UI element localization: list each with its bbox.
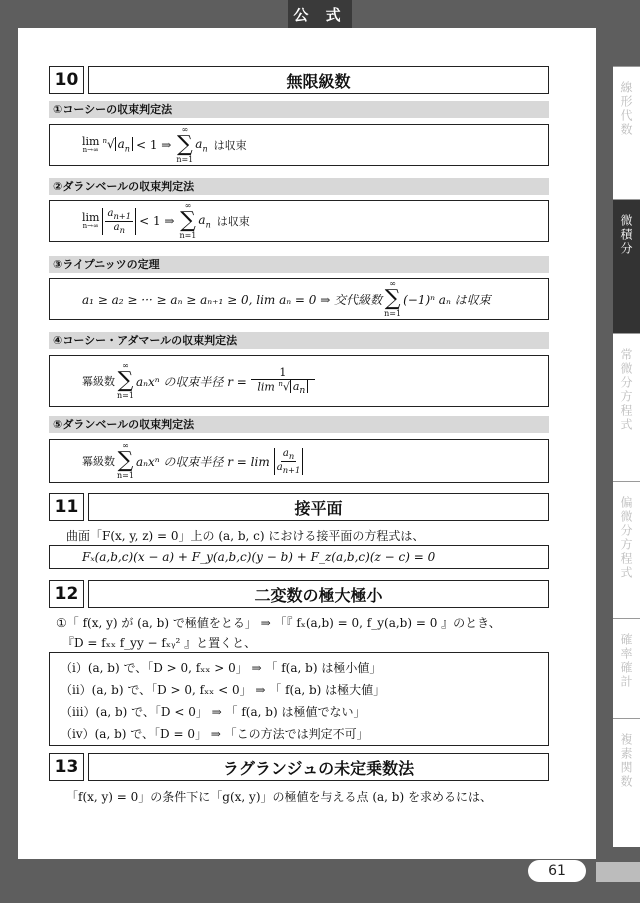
formula-cauchy (49, 124, 549, 166)
sum-symbol: ∞ ∑ n=1 (117, 361, 134, 400)
section-10-header (49, 66, 549, 94)
section-13-header (49, 753, 549, 781)
section-12-header (49, 580, 549, 608)
footer-bar (596, 862, 640, 882)
lagrange-intro: 「f(x, y) = 0」の条件下に「g(x, y)」の極値を与える点 (a, b) を求めるには、 (66, 790, 492, 804)
sum-term: $a_n$ (195, 136, 208, 154)
side-tab-probability[interactable]: 確率確計 (613, 618, 640, 718)
section-number: 13 (49, 753, 84, 781)
extremum-line-2: 『D = fₓₓ f_yy − fₓᵧ² 』と置くと、 (62, 636, 257, 650)
sum-symbol: ∞ ∑ n=1 (176, 125, 194, 164)
nth-root-abs: $^n$√ $a_n$ (102, 137, 132, 153)
section-11-header (49, 493, 549, 521)
side-tab-complex[interactable]: 複素関数 (613, 718, 640, 847)
header-label: 公 式 (288, 0, 352, 28)
formula-leibniz (49, 278, 549, 320)
extremum-line-1: ①「 f(x, y) が (a, b) で極値をとる」 ⇒ 「『 fₓ(a,b) = 0, f_y(a,b) = 0 』のとき、 (56, 616, 501, 630)
ratio-abs: $\frac{a_{n+1}}{a_n}$ (102, 208, 136, 235)
formula-text: (−1)ⁿ aₙ は収束 (403, 292, 491, 307)
sum-symbol: ∞ ∑ n=1 (384, 279, 402, 318)
formula-tangent-plane (49, 545, 549, 569)
formula-text: は収束 (213, 139, 247, 152)
section-title: 接平面 (88, 493, 549, 521)
side-tab-linear-algebra[interactable]: 線形代数 (613, 66, 640, 199)
formula-text: < 1 ⇒ (135, 138, 172, 152)
section-number: 10 (49, 66, 84, 94)
subheading-cauchy: ①コーシーの収束判定法 (49, 101, 549, 118)
tangent-intro: 曲面「F(x, y, z) = 0」上の (a, b, c) における接平面の方程式は、 (66, 529, 425, 543)
section-number: 11 (49, 493, 84, 521)
subheading-dalembert-2: ⑤ダランベールの収束判定法 (49, 416, 549, 433)
subheading-cauchy-hadamard: ④コーシー・アダマールの収束判定法 (49, 332, 549, 349)
section-title: 無限級数 (88, 66, 549, 94)
subheading-dalembert: ②ダランベールの収束判定法 (49, 178, 549, 195)
page-number: 61 (528, 860, 586, 882)
formula-dalembert-radius (49, 439, 549, 483)
formula-text: aₙxⁿ の収束半径 r = (135, 374, 247, 389)
case-item: （ⅰ）(a, b) で、「D > 0, fₓₓ > 0」 ⇒ 「 f(a, b) は極小値」 (60, 661, 382, 675)
section-title: ラグランジュの未定乗数法 (88, 753, 549, 781)
formula-text: 冪級数 (82, 455, 115, 468)
formula-text: a₁ ≥ a₂ ≥ ··· ≥ aₙ ≥ aₙ₊₁ ≥ 0, lim aₙ = 0 ⇒ 交代級数 (82, 292, 383, 307)
ratio-abs: $\frac{a_n}{a_{n+1}}$ (274, 448, 304, 475)
formula-dalembert: lim n→∞ $\frac{a_{n+1}}{a_n}$ < 1 ⇒ ∞ ∑ n=1 $a_n$ は収束 (49, 200, 549, 242)
case-item: （ⅱ）(a, b) で、「D > 0, fₓₓ < 0」 ⇒ 「 f(a, b) は極大値」 (60, 683, 386, 697)
formula-text: 冪級数 (82, 375, 115, 388)
case-item: （ⅳ）(a, b) で、「D = 0」 ⇒ 「この方法では判定不可」 (60, 727, 369, 741)
radius-fraction: $\frac{1}{\lim ^n√ a_n}$ (251, 366, 315, 397)
formula-cauchy-hadamard (49, 355, 549, 407)
side-tab-ode[interactable]: 常微分方程式 (613, 333, 640, 481)
formula-text: aₙxⁿ の収束半径 r = lim (135, 454, 270, 469)
sum-symbol: ∞ ∑ n=1 (117, 441, 134, 480)
side-tabs (613, 66, 640, 847)
sum-symbol: ∞ ∑ n=1 (179, 201, 197, 240)
side-tab-pde[interactable]: 偏微分方程式 (613, 481, 640, 618)
section-number: 12 (49, 580, 84, 608)
formula-text: は収束 (216, 215, 250, 228)
lim-symbol: lim n→∞ (82, 135, 100, 154)
section-title: 二変数の極大極小 (88, 580, 549, 608)
side-tab-calculus[interactable]: 微積分 (613, 199, 640, 333)
formula-text: Fₓ(a,b,c)(x − a) + F_y(a,b,c)(y − b) + F_z(a,b,c)(z − c) = 0 (82, 550, 436, 564)
case-item: （ⅲ）(a, b) で、「D < 0」 ⇒ 「 f(a, b) は極値でない」 (60, 705, 366, 719)
subheading-leibniz: ③ライプニッツの定理 (49, 256, 549, 273)
lim-symbol: lim n→∞ (82, 211, 100, 230)
extremum-cases (49, 652, 549, 746)
